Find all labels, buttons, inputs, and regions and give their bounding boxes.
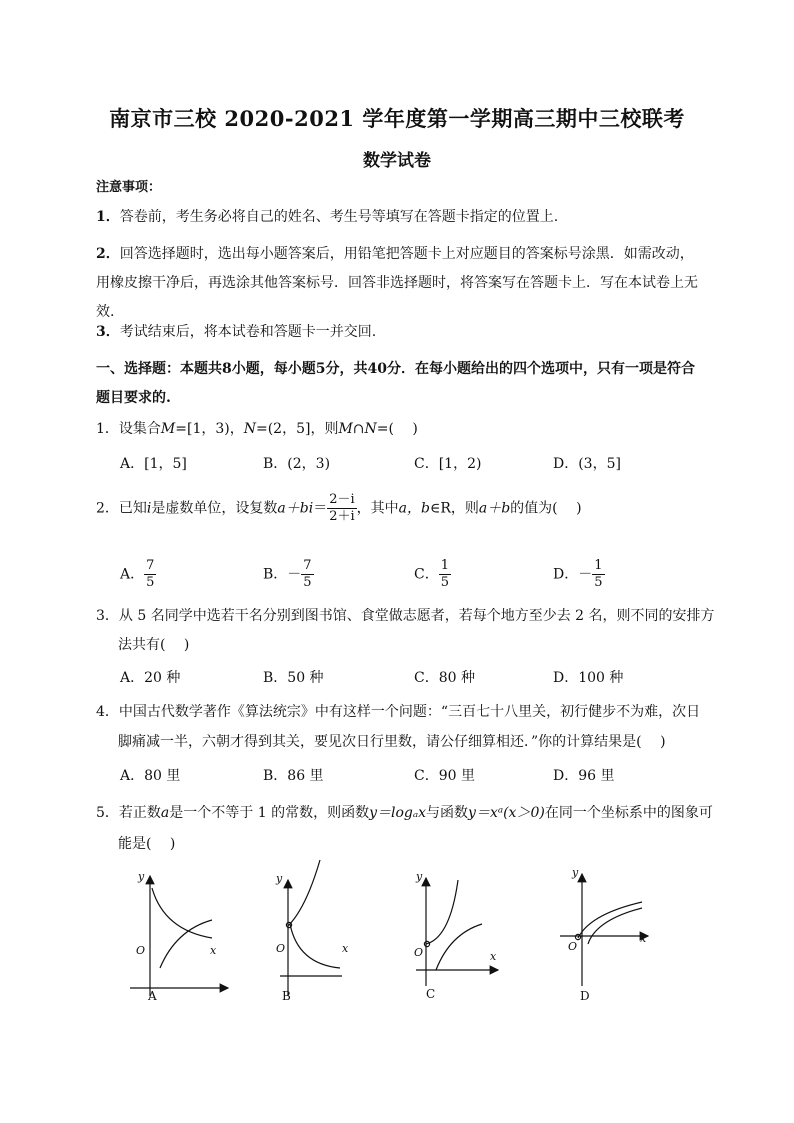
graph-c-x-label: x xyxy=(490,950,497,963)
question-3-line-2: 法共有( ) xyxy=(118,637,190,653)
graph-b-y-label: y xyxy=(276,872,283,885)
question-4-line-2: 脚痛减一半，六朝才得到其关，要见次日行里数，请公仔细算相还．”你的计算结果是( ) xyxy=(118,734,666,750)
graph-c-curve-1 xyxy=(426,880,458,944)
q3-option-d: D．100 种 xyxy=(553,670,624,686)
graph-c-origin-label: O xyxy=(414,946,424,959)
graph-b xyxy=(280,860,342,996)
graph-b-curve-2 xyxy=(290,924,340,968)
graph-d-y-label: y xyxy=(572,866,579,879)
graph-b-label: B xyxy=(282,989,291,1003)
exam-subtitle: 数学试卷 xyxy=(363,151,431,171)
graph-c-label: C xyxy=(426,987,436,1001)
q4-option-c: C．90 里 xyxy=(414,768,475,784)
q2-option-d: D．－ $\frac{1}{5}$ xyxy=(553,558,603,590)
notice-item-3: 3．考试结束后，将本试卷和答题卡一并交回. xyxy=(96,324,377,340)
q2-option-a: A． $\frac{7}{5}$ xyxy=(120,558,155,590)
question-4-line-1: 4．中国古代数学著作《算法统宗》中有这样一个问题：“三百七十八里关，初行健步不为难，次日 xyxy=(96,704,701,720)
q3-option-c: C．80 种 xyxy=(414,670,475,686)
graph-c-y-label: y xyxy=(416,870,423,883)
graph-b-origin-label: O xyxy=(276,942,286,955)
notice-heading: 注意事项： xyxy=(96,180,162,195)
graph-d-curve-2 xyxy=(588,908,642,944)
section-1-heading: 一、选择题：本题共8小题，每小题5分，共40分．在每小题给出的四个选项中，只有一项是符合题目要求的. xyxy=(96,361,695,406)
q3-option-a: A．20 种 xyxy=(120,670,181,686)
question-5-line-2: 能是( ) xyxy=(118,836,176,852)
question-3-line-1: 3．从 5 名同学中选若干名分别到图书馆、食堂做志愿者，若每个地方至少去 2 名，则不同的安排方 xyxy=(96,608,715,624)
q2-option-c: C． $\frac{1}{5}$ xyxy=(414,558,449,590)
graph-a xyxy=(130,876,228,996)
q4-option-d: D．96 里 xyxy=(553,768,615,784)
question-5-line-1: 5．若正数a是一个不等于 1 的常数，则函数y＝logₐx与函数y＝xᵃ(x＞0)在同一个坐标系中的图象可 xyxy=(96,805,713,821)
question-1-stem: 1．设集合M=[1，3)，N=(2，5]，则M∩N=( ) xyxy=(96,421,418,437)
q4-option-b: B．86 里 xyxy=(263,768,324,784)
q2-option-b: B．－ $\frac{7}{5}$ xyxy=(263,558,312,590)
graph-d-label: D xyxy=(580,989,590,1003)
graph-a-curve-1 xyxy=(152,888,212,938)
q1-option-d: D．(3，5] xyxy=(553,456,621,472)
q1-option-b: B．(2，3) xyxy=(263,456,331,472)
q4-option-a: A．80 里 xyxy=(120,768,181,784)
notice-item-1: 1．答卷前，考生务必将自己的姓名、考生号等填写在答题卡指定的位置上. xyxy=(96,209,559,225)
graph-a-label: A xyxy=(148,989,157,1003)
exam-title: 南京市三校 2020-2021 学年度第一学期高三期中三校联考 xyxy=(109,106,685,131)
graph-a-y-label: y xyxy=(138,870,145,883)
graph-d xyxy=(560,874,648,986)
q3-option-b: B．50 种 xyxy=(263,670,324,686)
q1-option-a: A．[1，5] xyxy=(120,456,187,472)
graph-b-x-label: x xyxy=(342,942,349,955)
graph-a-origin-label: O xyxy=(136,944,146,957)
q2-fraction: $\frac{2-i}{2+i}$ xyxy=(329,492,355,524)
graph-a-x-label: x xyxy=(210,944,217,957)
graph-b-curve-1 xyxy=(288,860,320,926)
graph-d-origin-label: O xyxy=(568,940,578,953)
graph-d-x-label: x xyxy=(640,932,647,945)
question-2-stem: 2．已知i是虚数单位，设复数a＋bi＝ $\frac{2-i}{2+i}$ ，其中a，b∈R，则a＋b的值为( ) xyxy=(96,492,582,524)
notice-item-2: 2．回答选择题时，选出每小题答案后，用铅笔把答题卡上对应题目的答案标号涂黑．如需改动，用橡皮擦干净后，再选涂其他答案标号．回答非选择题时，将答案写在答题卡上．写在本试卷上无效. xyxy=(96,246,698,320)
graph-a-curve-2 xyxy=(160,920,212,968)
graph-c xyxy=(416,878,498,986)
q1-option-c: C．[1，2) xyxy=(414,456,482,472)
q5-graph-options xyxy=(120,858,680,1008)
